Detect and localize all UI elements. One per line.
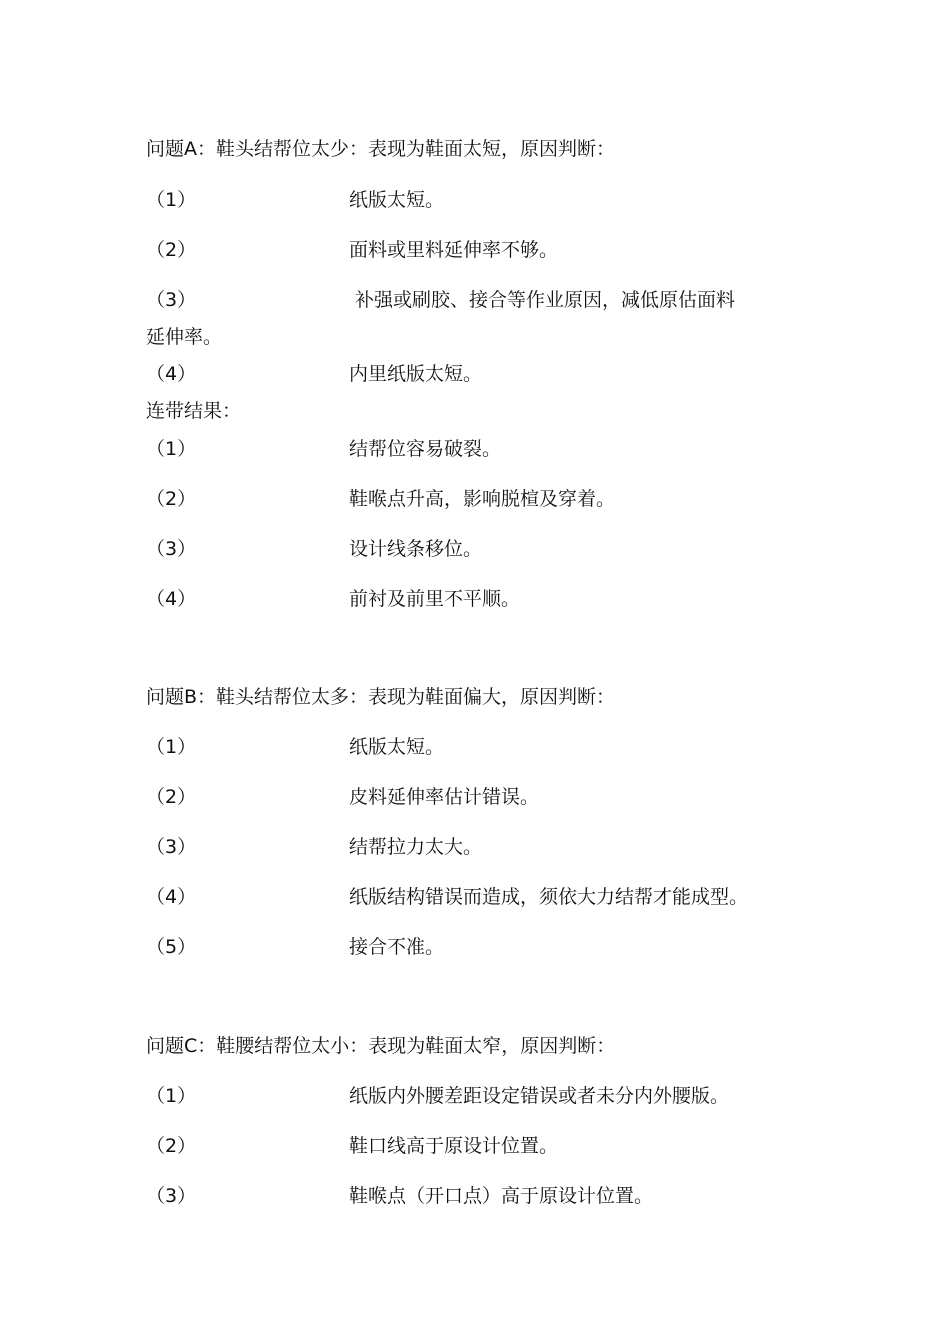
cause-text: 内里纸版太短。 bbox=[349, 363, 483, 385]
consequence-text: 结帮位容易破裂。 bbox=[349, 438, 502, 460]
consequence-number: （2） bbox=[146, 488, 197, 510]
cause-text: 接合不准。 bbox=[349, 936, 445, 958]
cause-text-continuation: 延伸率。 bbox=[146, 326, 223, 348]
cause-number: （2） bbox=[146, 239, 197, 261]
cause-text: 纸版内外腰差距设定错误或者未分内外腰版。 bbox=[349, 1085, 730, 1107]
cause-text: 纸版结构错误而造成，须依大力结帮才能成型。 bbox=[349, 886, 749, 908]
cause-text: 结帮拉力太大。 bbox=[349, 836, 483, 858]
cause-number: （1） bbox=[146, 736, 197, 758]
consequence-text: 鞋喉点升高，影响脱楦及穿着。 bbox=[349, 488, 616, 510]
cause-text: 纸版太短。 bbox=[349, 189, 445, 211]
consequence-text: 设计线条移位。 bbox=[349, 538, 483, 560]
cause-number: （3） bbox=[146, 1185, 197, 1207]
cause-number: （3） bbox=[146, 836, 197, 858]
cause-number: （2） bbox=[146, 1135, 197, 1157]
cause-text: 补强或刷胶、接合等作业原因，减低原估面料 bbox=[349, 289, 736, 311]
cause-number: （3） bbox=[146, 289, 197, 311]
cause-text: 皮料延伸率估计错误。 bbox=[349, 786, 540, 808]
cause-number: （1） bbox=[146, 189, 197, 211]
consequence-number: （3） bbox=[146, 538, 197, 560]
consequence-heading: 连带结果： bbox=[146, 400, 242, 422]
section-heading-c: 问题C：鞋腰结帮位太小：表现为鞋面太窄，原因判断： bbox=[146, 1035, 616, 1057]
cause-text: 鞋喉点（开口点）高于原设计位置。 bbox=[349, 1185, 654, 1207]
consequence-text: 前衬及前里不平顺。 bbox=[349, 588, 521, 610]
section-heading-b: 问题B：鞋头结帮位太多：表现为鞋面偏大，原因判断： bbox=[146, 686, 616, 708]
cause-number: （4） bbox=[146, 886, 197, 908]
cause-text: 鞋口线高于原设计位置。 bbox=[349, 1135, 559, 1157]
consequence-number: （4） bbox=[146, 588, 197, 610]
section-heading-a: 问题A：鞋头结帮位太少：表现为鞋面太短，原因判断： bbox=[146, 138, 615, 160]
cause-number: （2） bbox=[146, 786, 197, 808]
cause-number: （5） bbox=[146, 936, 197, 958]
cause-text: 面料或里料延伸率不够。 bbox=[349, 239, 559, 261]
cause-text: 纸版太短。 bbox=[349, 736, 445, 758]
consequence-number: （1） bbox=[146, 438, 197, 460]
cause-number: （4） bbox=[146, 363, 197, 385]
cause-number: （1） bbox=[146, 1085, 197, 1107]
